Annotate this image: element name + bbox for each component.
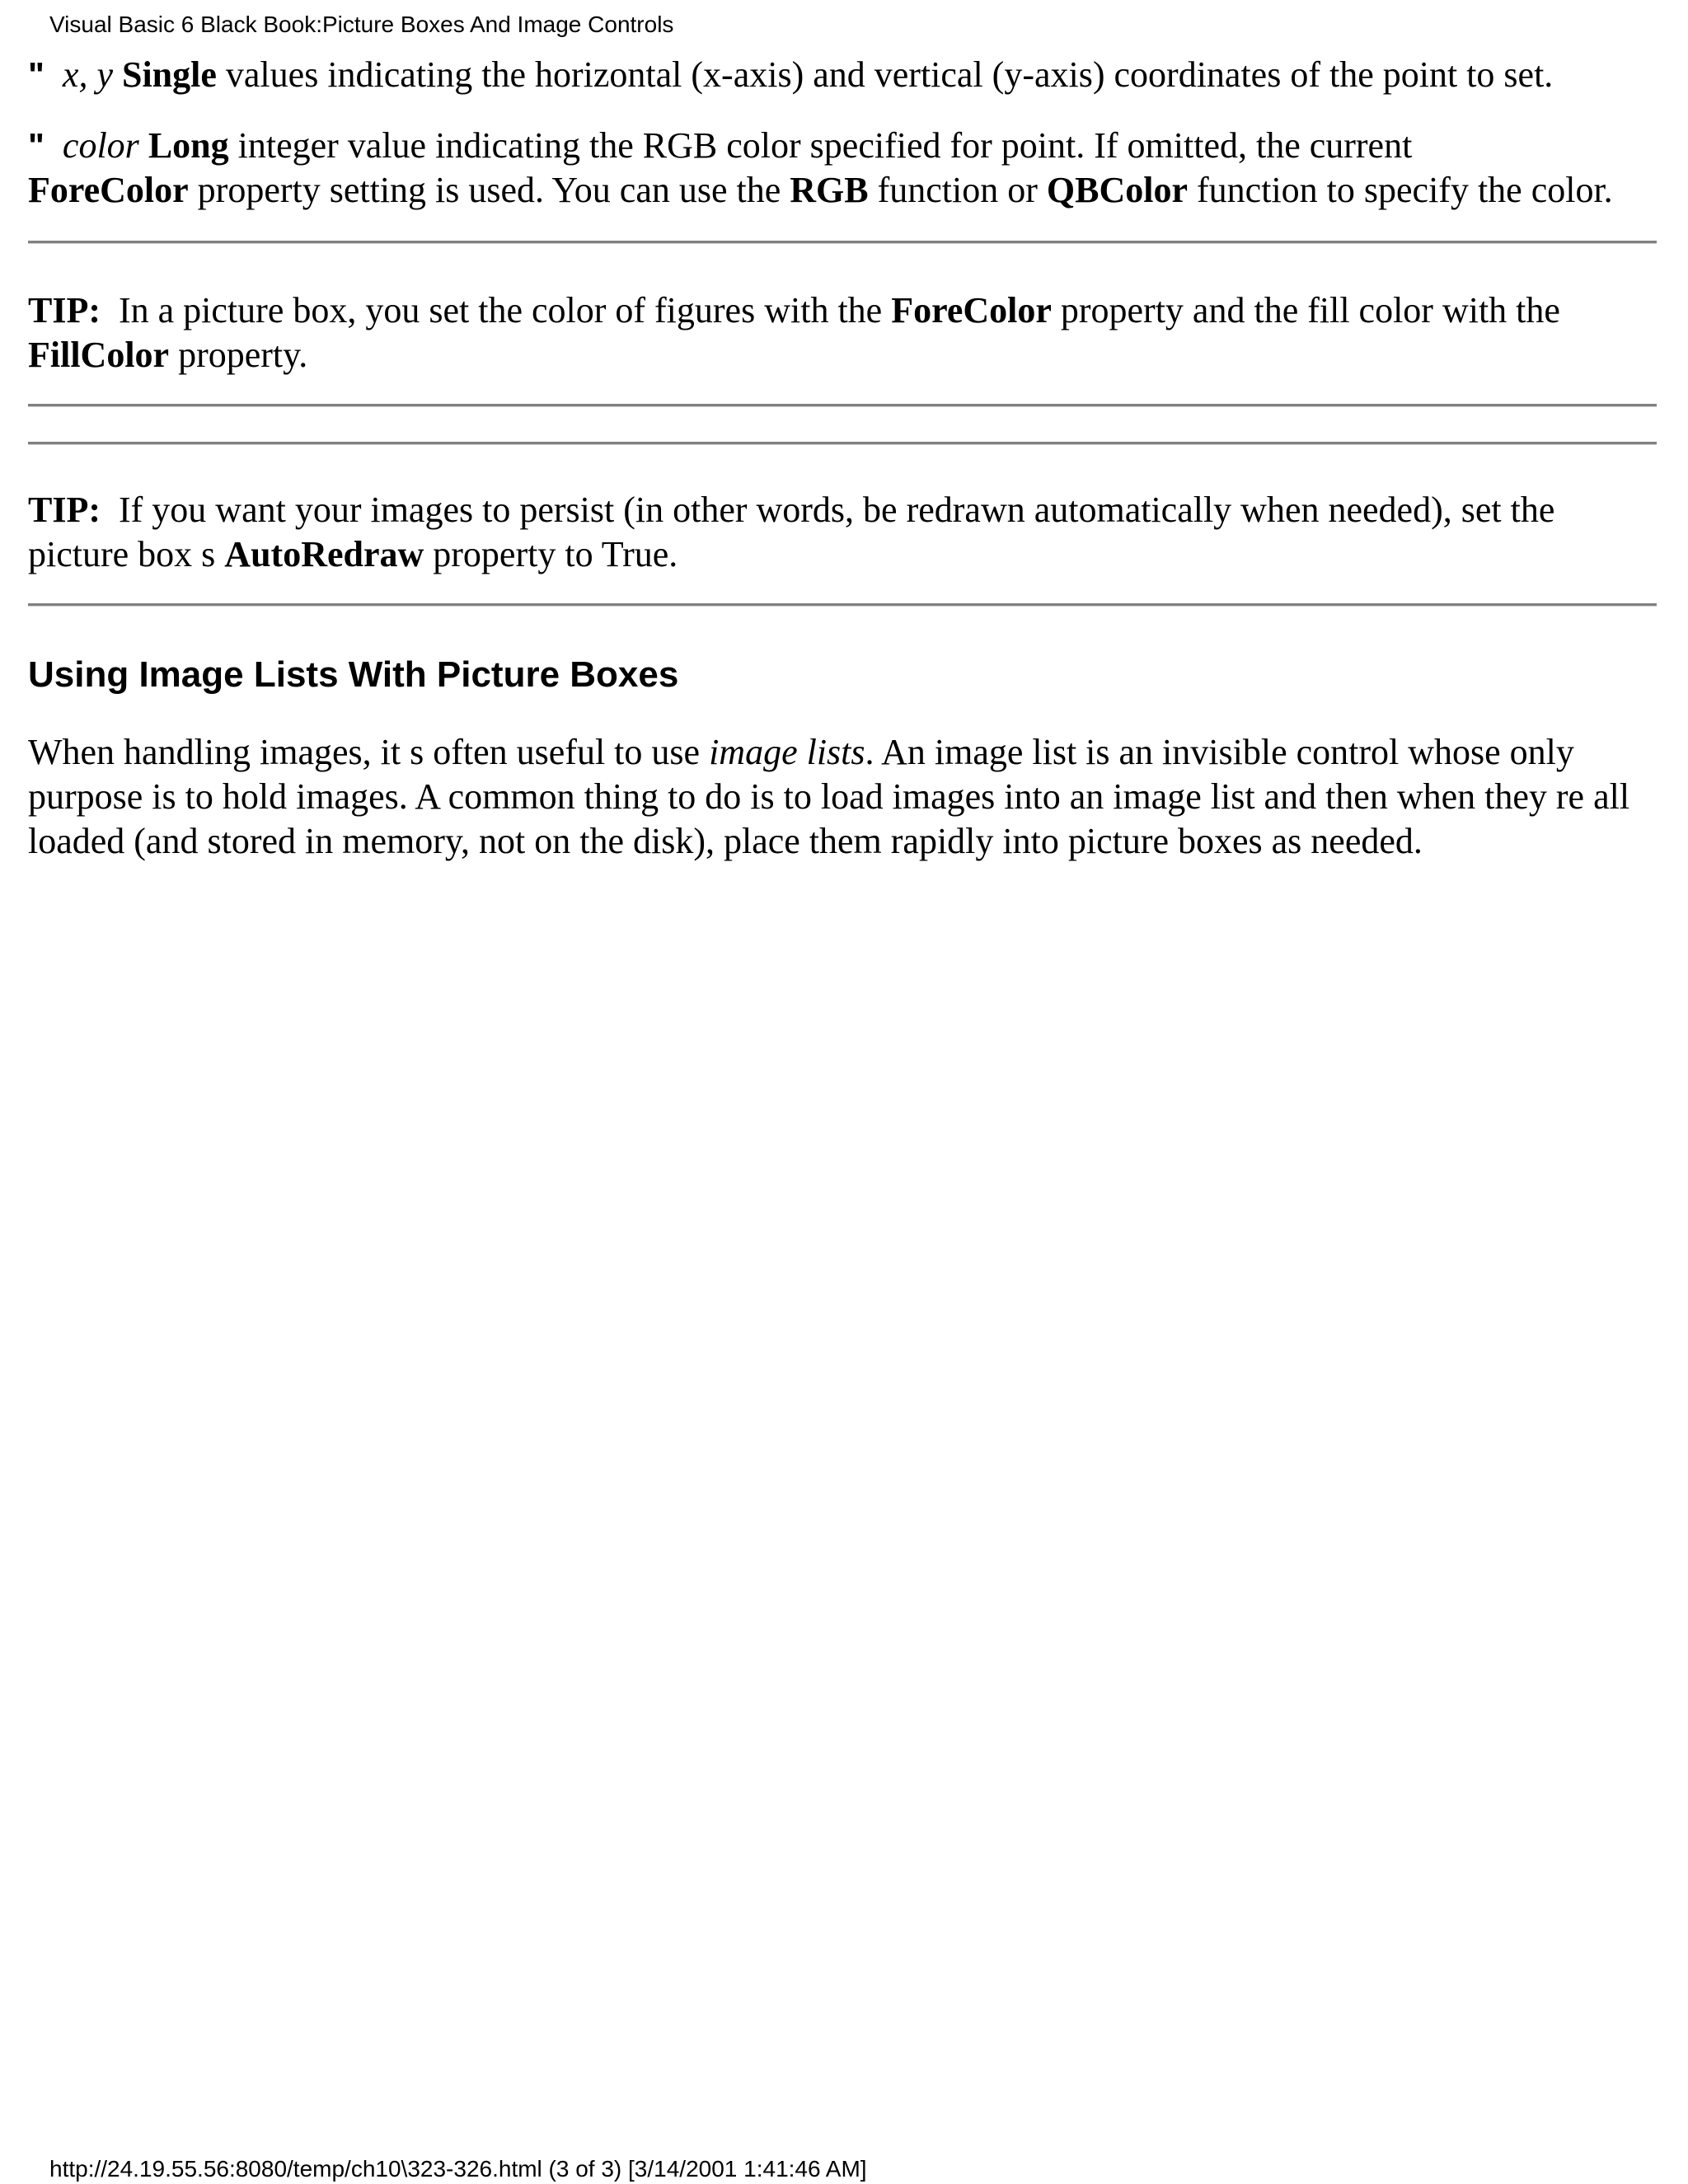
keyword: ForeColor (891, 290, 1052, 330)
page-footer: http://24.19.55.56:8080/temp/ch10\323-326.html (3 of 3) [3/14/2001 1:41:46 AM] (49, 2156, 867, 2182)
param-desc: values indicating the horizontal (x-axis) and vertical (y-axis) coordinates of the point to set. (225, 54, 1554, 95)
tip-label: TIP: (28, 490, 101, 530)
param-name: x, y (62, 54, 113, 95)
horizontal-rule (28, 404, 1657, 407)
tip-text: property and the fill color with the (1060, 290, 1560, 330)
emphasis: image lists (709, 732, 865, 772)
keyword: AutoRedraw (224, 534, 424, 574)
spacer (28, 97, 1657, 124)
horizontal-rule (28, 442, 1657, 445)
tip-text: property to True. (433, 534, 678, 574)
keyword: ForeColor (28, 170, 189, 210)
section-heading: Using Image Lists With Picture Boxes (28, 654, 679, 695)
horizontal-rule (28, 603, 1657, 607)
param-mark: " (28, 55, 45, 94)
param-item-color (28, 124, 1657, 213)
keyword: QBColor (1046, 170, 1189, 210)
param-desc: property setting is used. You can use the (197, 170, 781, 210)
page-header: Visual Basic 6 Black Book:Picture Boxes And Image Controls (49, 12, 674, 37)
param-desc: integer value indicating the RGB color specified for point. If omitted, the current (237, 125, 1413, 166)
param-item-xy (28, 53, 1657, 97)
tip-box-1 (28, 288, 1657, 377)
tip-label: TIP: (28, 290, 101, 330)
section-paragraph (28, 730, 1657, 864)
horizontal-rule (28, 241, 1657, 244)
param-type: Long (148, 125, 229, 166)
param-mark: " (28, 126, 45, 165)
param-desc: function to specify the color. (1197, 170, 1613, 210)
param-type: Single (121, 54, 217, 95)
keyword: RGB (790, 170, 869, 210)
body-text: . An image list is an invisible control whose only purpose is to hold images. A common thing to do is to load images into an image list and then when they re all loaded (and stored in memory, not on the disk), place them rapidly into picture boxes as needed. (28, 732, 1630, 861)
body-text: When handling images, it s often useful to use (28, 732, 701, 772)
tip-text: If you want your images to persist (in other words, be redrawn automatically when needed), set the picture box s (28, 490, 1555, 574)
document-body (28, 53, 1657, 864)
tip-text: property. (178, 335, 308, 375)
tip-text: In a picture box, you set the color of figures with the (119, 290, 883, 330)
param-desc: function or (877, 170, 1038, 210)
keyword: FillColor (28, 335, 170, 375)
param-name: color (62, 125, 139, 166)
tip-box-2 (28, 488, 1657, 577)
